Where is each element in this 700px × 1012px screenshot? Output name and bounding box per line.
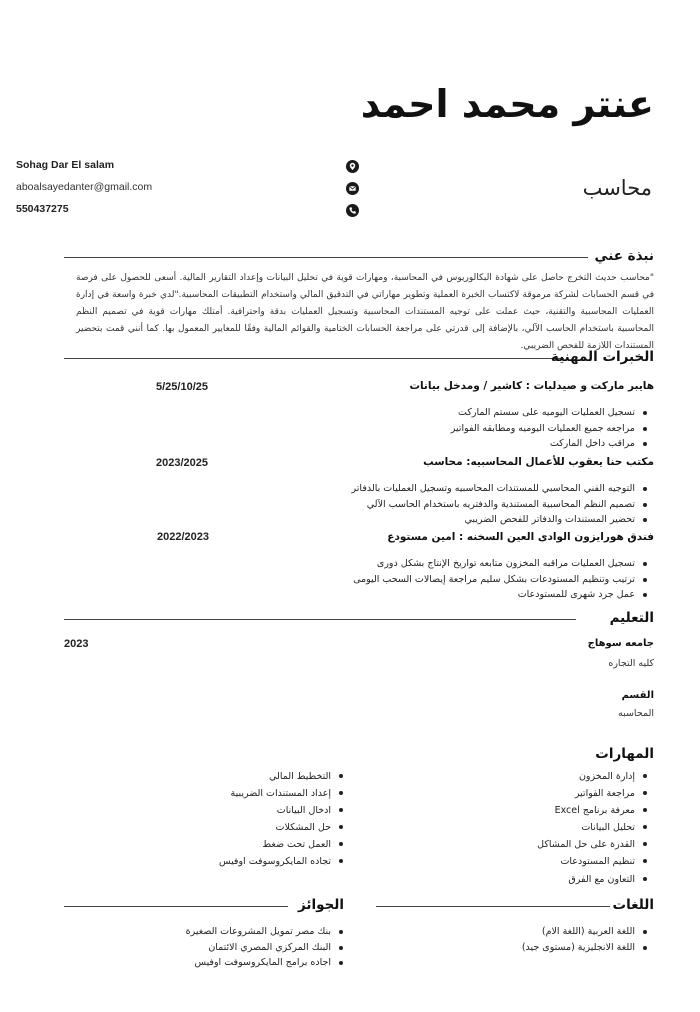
- email-icon: [346, 182, 359, 195]
- about-heading: نبذة عني: [594, 248, 654, 264]
- education-dept: المحاسبه: [618, 708, 654, 719]
- job-1-date: 5/25/10/25: [156, 381, 208, 393]
- languages-divider: [376, 906, 610, 907]
- list-item: البنك المركزي المصري الائتمان: [186, 940, 344, 956]
- list-item: مراجعه جميع العمليات اليوميه ومطابقه الفواتير: [451, 421, 648, 437]
- education-year: 2023: [64, 638, 89, 650]
- contact-address: Sohag Dar El salam: [16, 159, 115, 171]
- job-3-bullets: [353, 556, 648, 603]
- skills-list-right: [537, 768, 648, 888]
- job-3-date: 2022/2023: [157, 531, 209, 543]
- list-item: تجاده المايكروسوفت اوفيس: [219, 853, 344, 870]
- job-2-bullets: [352, 481, 648, 528]
- job-3-title: فندق هورايزون الوادى العين السخنه : امين مستودع: [387, 531, 654, 543]
- list-item: التوجيه الفني المحاسبي للمستندات المحاسبيه وتسجيل العمليات بالدفاتر: [352, 481, 648, 497]
- list-item: إعداد المستندات الضريبية: [219, 785, 344, 802]
- phone-icon: [346, 204, 359, 217]
- awards-heading: الجوائز: [298, 897, 344, 913]
- list-item: معرفة برنامج Excel: [537, 802, 648, 819]
- list-item: التعاون مع الفرق: [537, 871, 648, 888]
- contact-phone: 550437275: [16, 203, 69, 215]
- job-title: محاسب: [582, 176, 652, 200]
- job-1-title: هايبر ماركت و صيدليات : كاشير / ومدخل بيانات: [409, 380, 654, 392]
- awards-list: [186, 924, 344, 971]
- location-icon: [346, 160, 359, 173]
- skills-heading: المهارات: [595, 746, 654, 762]
- list-item: تحليل البيانات: [537, 819, 648, 836]
- list-item: حل المشكلات: [219, 819, 344, 836]
- experience-divider: [64, 358, 564, 359]
- list-item: إدارة المخزون: [537, 768, 648, 785]
- education-faculty: كليه التجاره: [608, 658, 654, 669]
- list-item: تسجيل العمليات مراقبه المخزون متابعه تواريخ الإنتاج بشكل دورى: [353, 556, 648, 572]
- job-1-bullets: [451, 405, 648, 452]
- about-text: "محاسب حديث التخرج حاصل على شهادة البكالوريوس في المحاسبة، ومهارات قوية في تحليل البيانات وإعداد التقارير المالية. أسعى للحصول على فرصة في قسم الحسابات لشركة مرموقة لاكتساب الخبرة العملية وتطوير مهاراتي في التدقيق المالي واستخدام التطبيقات المحاسبية."لدي خبرة واسعة في إدارة العمليات المحاسبية والتقنية، حيث عملت على توجيه المستندات المحاسبية وتسجيل العمليات بدقة واحترافية. أمتلك مهارات قوية في تصميم النظم المحاسبية باستخدام الحاسب الآلي، بالإضافة إلى قدرتي على مراجعة الحسابات الختامية والقوائم المالية وفقًا للمعايير المعمول بها. كما أنني قمت بتحضير المستندات اللازمة للفحص الضريبي.: [76, 273, 654, 351]
- list-item: عمل جرد شهرى للمستودعات: [353, 587, 648, 603]
- list-item: التخطيط المالي: [219, 768, 344, 785]
- skills-list-left: [219, 768, 344, 871]
- candidate-name: عنتر محمد احمد: [360, 82, 654, 126]
- list-item: تنظيم المستودعات: [537, 853, 648, 870]
- list-item: العمل تحت ضغط: [219, 836, 344, 853]
- list-item: مراجعة الفواتير: [537, 785, 648, 802]
- languages-list: [522, 924, 648, 955]
- job-2-date: 2023/2025: [156, 457, 208, 469]
- about-divider: [64, 257, 588, 258]
- list-item: ادخال البيانات: [219, 802, 344, 819]
- list-item: تصميم النظم المحاسبية المستندية والدفتريه باستخدام الحاسب الآلي: [352, 497, 648, 513]
- list-item: بنك مصر تمويل المشروعات الصغيرة: [186, 924, 344, 940]
- education-university: جامعه سوهاج: [587, 638, 654, 649]
- list-item: اجاده برامج المايكروسوفت اوفيس: [186, 955, 344, 971]
- list-item: اللغة الانجليزية (مستوى جيد): [522, 940, 648, 956]
- list-item: تسجيل العمليات اليوميه على سستم الماركت: [451, 405, 648, 421]
- list-item: مراقب داخل الماركت: [451, 436, 648, 452]
- list-item: اللغة العربية (اللغة الام): [522, 924, 648, 940]
- contact-email[interactable]: aboalsayedanter@gmail.com: [16, 181, 153, 193]
- list-item: تحضير المستندات والدفاتر للفحص الضريبي: [352, 512, 648, 528]
- job-2-title: مكتب حنا يعقوب للأعمال المحاسبيه: محاسب: [423, 456, 654, 468]
- experience-heading: الخبرات المهنية: [550, 349, 654, 365]
- list-item: القدرة على حل المشاكل: [537, 836, 648, 853]
- languages-heading: اللغات: [612, 897, 654, 913]
- list-item: ترتيب وتنظيم المستودعات بشكل سليم مراجعة إيصالات السحب اليومى: [353, 572, 648, 588]
- education-heading: التعليم: [609, 610, 654, 626]
- awards-divider: [64, 906, 288, 907]
- education-divider: [64, 619, 576, 620]
- education-dept-label: القسم: [621, 690, 654, 701]
